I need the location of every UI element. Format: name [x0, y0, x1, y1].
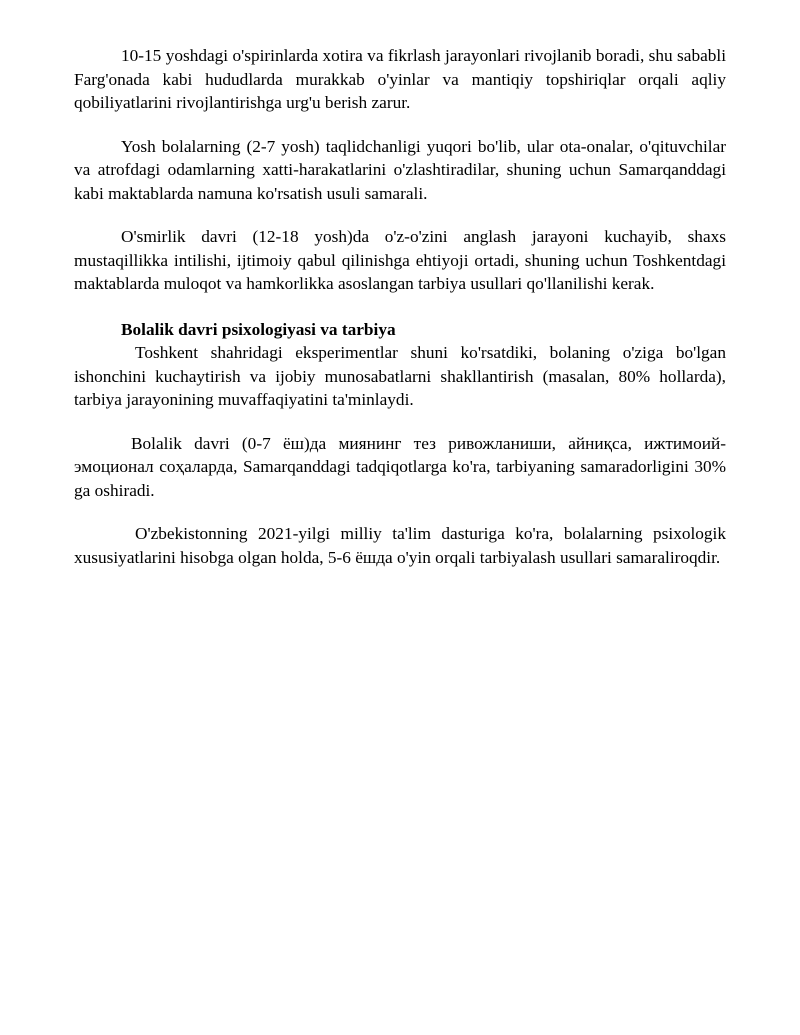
- paragraph-imitation: Yosh bolalarning (2-7 yosh) taqlidchanligi yuqori bo'lib, ular ota-onalar, o'qituvchilar va atrofdagi odamlarning xatti-harakatlarini o'zlashtiradilar, shuning uchun Samarqanddagi kabi maktablarda namuna ko'rsatish usuli samarali.: [74, 136, 726, 203]
- document-page: [74, 44, 726, 589]
- section-heading: Bolalik davri psixologiyasi va tarbiya: [121, 319, 396, 339]
- paragraph-national-program: O'zbekistonning 2021-yilgi milliy ta'lim dasturiga ko'ra, bolalarning psixologik xususiyatlarini hisobga olgan holda, 5-6 ёшда o'yin orqali tarbiyalash usullari samaraliroqdir.: [74, 524, 726, 567]
- paragraph-tashkent-experiments: Toshkent shahridagi eksperimentlar shuni ko'rsatdiki, bolaning o'ziga bo'lgan ishonchini kuchaytirish va ijobiy munosabatlarni shakllantirish (masalan, 80% hollarda), tarbiya jarayonining muvaffaqiyatini ta'minlaydi.: [74, 343, 726, 409]
- paragraph-memory-thinking: 10-15 yoshdagi o'spirinlarda xotira va fikrlash jarayonlari rivojlanib boradi, shu sababli Farg'onada kabi hududlarda murakkab o'yinlar va mantiqiy topshiriqlar orqali aqliy qobiliyatlarini rivojlantirishga urg'u berish zarur.: [74, 46, 726, 112]
- paragraph-early-childhood: Bolalik davri (0-7 ёш)да миянинг тез ривожланиши, айниқса, ижтимоий-эмоционал соҳаларда, Samarqanddagi tadqiqotlarga ko'ra, tarbiyaning samaradorligini 30% ga oshiradi.: [74, 433, 726, 500]
- paragraph-adolescence: O'smirlik davri (12-18 yosh)da o'z-o'zini anglash jarayoni kuchayib, shaxs mustaqillikka intilishi, ijtimoiy qabul qilinishga ehtiyoji ortadi, shuning uchun Toshkentdagi maktablarda muloqot va hamkorlikka asoslangan tarbiya usullari qo'llanilishi kerak.: [74, 227, 726, 293]
